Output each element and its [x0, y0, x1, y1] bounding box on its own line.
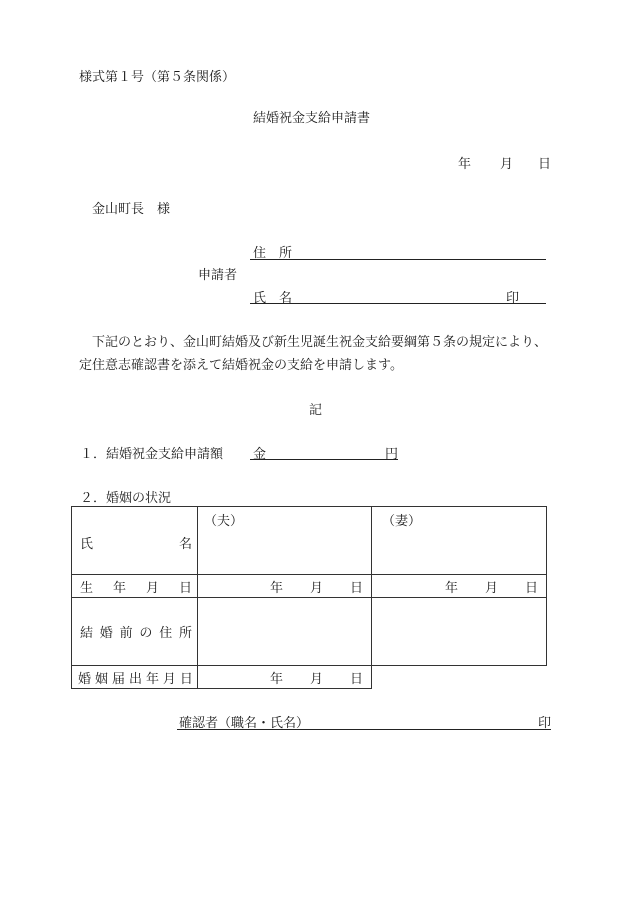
address-label: 住 所 — [253, 246, 293, 261]
table-row-marriage-date — [72, 666, 547, 689]
birth-char-1: 生 — [80, 580, 94, 596]
mar-char-6: 月 — [162, 671, 176, 687]
table-row-name — [72, 507, 547, 575]
form-number: 様式第１号（第５条関係） — [79, 70, 236, 85]
table-row-address — [72, 598, 547, 666]
body-text-line-1: 下記のとおり、金山町結婚及び新生児誕生祝金支給要綱第５条の規定により、 — [92, 335, 548, 350]
ki-heading: 記 — [309, 403, 323, 418]
addr-char-4: の — [139, 626, 153, 641]
birth-char-4: 日 — [178, 580, 192, 596]
husband-birth-day: 日 — [349, 580, 363, 596]
mar-char-4: 出 — [128, 671, 142, 687]
amount-prefix: 金 — [253, 447, 267, 462]
husband-birth-cell[interactable] — [198, 575, 372, 598]
husband-header: （夫） — [204, 514, 244, 529]
confirmer-label: 確認者（職名・氏名） — [179, 716, 310, 731]
birth-char-3: 月 — [145, 580, 159, 596]
date-month-label: 月 — [500, 157, 514, 172]
mar-char-1: 婚 — [78, 671, 92, 687]
husband-birth-year: 年 — [269, 580, 283, 596]
date-day-label: 日 — [538, 157, 552, 172]
wife-birth-cell[interactable] — [372, 575, 547, 598]
date-year-label: 年 — [458, 157, 472, 172]
marriage-day: 日 — [349, 671, 363, 687]
row-label-name — [72, 507, 198, 575]
body-text-line-2: 定住意志確認書を添えて結婚祝金の支給を申請します。 — [79, 358, 403, 373]
name-char-1: 氏 — [80, 537, 94, 552]
mar-char-5: 年 — [145, 671, 159, 687]
husband-birth-month: 月 — [309, 580, 323, 596]
addr-char-3: 前 — [119, 626, 133, 641]
marriage-date-cell[interactable] — [198, 666, 372, 689]
mar-char-3: 届 — [111, 671, 125, 687]
row-label-address — [72, 598, 198, 666]
item-2-label: ２．婚姻の状況 — [80, 491, 172, 506]
empty-cell — [372, 666, 547, 689]
addr-char-2: 婚 — [99, 626, 113, 641]
marriage-status-table — [71, 506, 547, 689]
wife-birth-month: 月 — [484, 580, 498, 596]
name-label: 氏 名 — [253, 291, 293, 306]
wife-header: （妻） — [382, 514, 422, 529]
marriage-year: 年 — [269, 671, 283, 687]
husband-name-cell[interactable] — [198, 507, 372, 575]
addr-char-6: 所 — [178, 626, 192, 641]
husband-address-cell[interactable] — [198, 598, 372, 666]
mar-char-2: 姻 — [94, 671, 108, 687]
confirmer-field-line[interactable] — [177, 729, 551, 730]
wife-birth-year: 年 — [444, 580, 458, 596]
applicant-label: 申請者 — [198, 268, 238, 283]
confirmer-seal: 印 — [538, 716, 552, 731]
item-1-label: １．結婚祝金支給申請額 — [80, 447, 224, 462]
table-row-birth — [72, 575, 547, 598]
document-title: 結婚祝金支給申請書 — [253, 111, 371, 126]
row-label-marriage-date — [72, 666, 198, 689]
wife-name-cell[interactable] — [372, 507, 547, 575]
wife-address-cell[interactable] — [372, 598, 547, 666]
amount-field-line[interactable] — [250, 459, 398, 460]
addr-char-5: 住 — [159, 626, 173, 641]
wife-birth-day: 日 — [524, 580, 538, 596]
amount-suffix: 円 — [385, 447, 399, 462]
address-field-line[interactable] — [250, 259, 546, 260]
addr-char-1: 結 — [80, 626, 94, 641]
name-field-line[interactable] — [250, 303, 546, 304]
name-char-2: 名 — [178, 537, 192, 552]
marriage-month: 月 — [309, 671, 323, 687]
birth-char-2: 年 — [112, 580, 126, 596]
seal-mark: 印 — [506, 291, 520, 306]
addressee: 金山町長 様 — [92, 202, 171, 217]
mar-char-7: 日 — [179, 671, 193, 687]
row-label-birth — [72, 575, 198, 598]
